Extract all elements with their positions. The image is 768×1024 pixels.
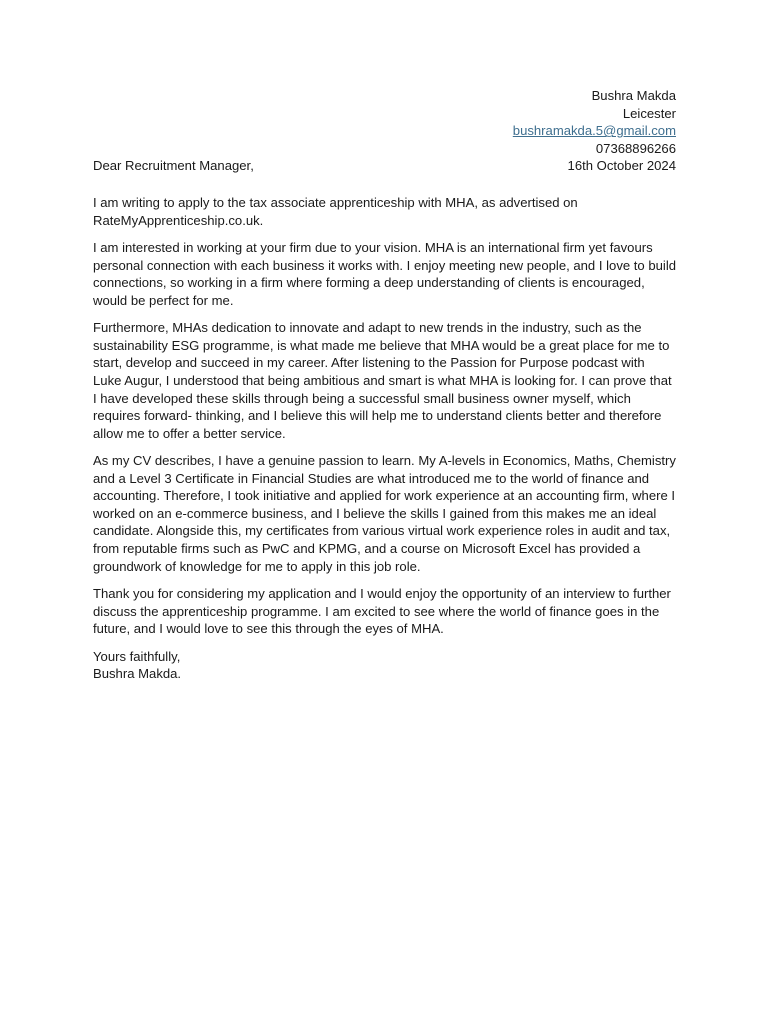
sender-phone: 07368896266	[595, 140, 676, 156]
paragraph-firm-interest: I am interested in working at your firm due to your vision. MHA is an international firm yet favours personal connection with each business it works with. I enjoy meeting new people, and I love to build connections, so working in a firm where forming a deep understanding of clients is encouraged, would be perfect for me.	[93, 239, 677, 308]
sender-block	[93, 87, 676, 157]
salutation-row	[93, 157, 676, 175]
paragraph-thanks: Thank you for considering my application and I would enjoy the opportunity of an interview to further discuss the apprenticeship programme. I am excited to see where the world of finance goes in the future, and I would love to see this through the eyes of MHA.	[93, 586, 671, 637]
paragraph-qualifications: As my CV describes, I have a genuine passion to learn. My A-levels in Economics, Maths, Chemistry and a Level 3 Certificate in Financial Studies are what introduced me to the world of finance and accounting. Therefore, I took initiative and applied for work experience at an accounting firm, where I worked on an e-commerce business, and I believe the skills I gained from this makes me an ideal candidate. Alongside this, my certificates from various virtual work experience roles in audit and tax, from reputable firms such as PwC and KPMG, and a course on Microsoft Excel has provided a groundwork of knowledge for me to apply in this job role.	[93, 453, 676, 574]
letter-body	[93, 194, 676, 638]
salutation: Dear Recruitment Manager,	[93, 158, 254, 174]
sender-name: Bushra Makda	[591, 88, 676, 103]
sender-email-link[interactable]: bushramakda.5@gmail.com	[512, 123, 676, 139]
cover-letter	[93, 87, 676, 683]
paragraph-intro: I am writing to apply to the tax associate apprenticeship with MHA, as advertised on RateMyApprenticeship.co.uk.	[93, 194, 578, 228]
signoff: Yours faithfully,	[93, 648, 181, 664]
signature: Bushra Makda.	[93, 666, 182, 682]
paragraph-dedication: Furthermore, MHAs dedication to innovate and adapt to new trends in the industry, such as the sustainability ESG programme, is what made me believe that MHA would be a great place for me to start, develop and succeed in my career. After listening to the Passion for Purpose podcast with Luke Augur, I understood that being ambitious and smart is what MHA is looking for. I can prove that I have developed these skills through being a successful small business owner myself, which requires forward- thinking, and I believe this will help me to understand clients better and therefore allow me to offer a better service.	[93, 320, 672, 441]
closing-block	[93, 648, 676, 683]
sender-city: Leicester	[622, 105, 676, 121]
letter-date: 16th October 2024	[567, 158, 676, 174]
